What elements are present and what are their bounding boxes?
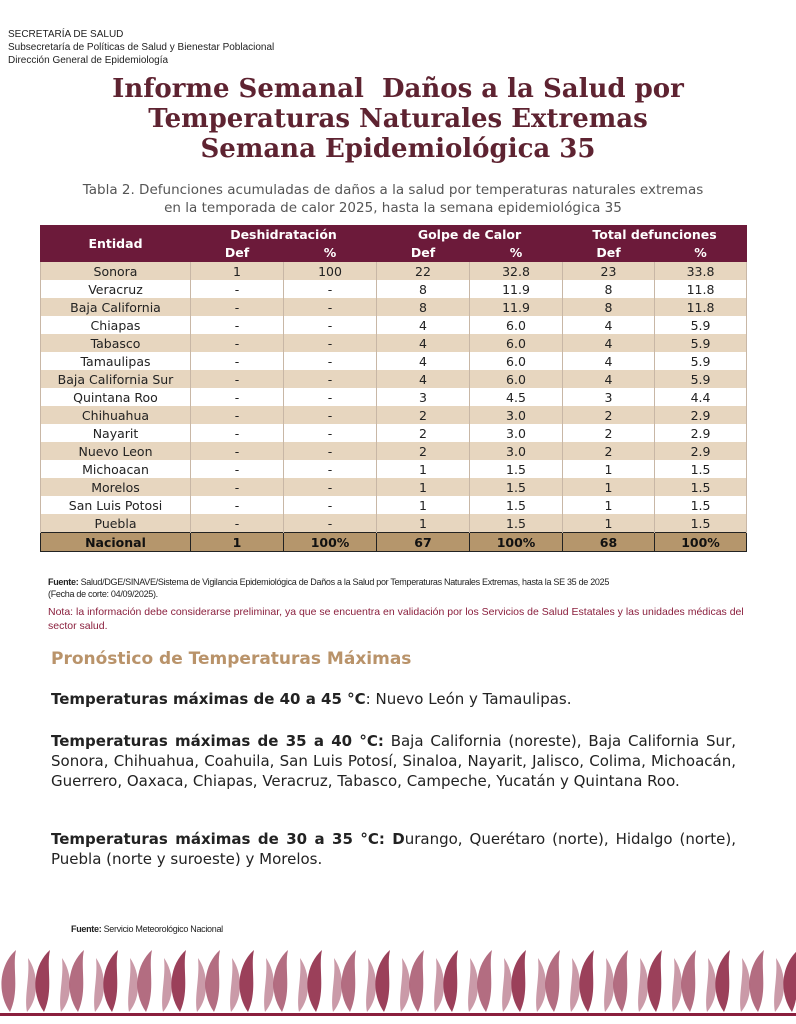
- value-cell: 1.5: [470, 478, 563, 496]
- sub-def-header: Def: [563, 244, 655, 262]
- header-line-3: Dirección General de Epidemiología: [8, 55, 169, 66]
- value-cell: -: [191, 478, 284, 496]
- caption-line-1: Tabla 2. Defunciones acumuladas de daños a la salud por temperaturas naturales extremas: [82, 182, 704, 198]
- value-cell: 6.0: [470, 370, 563, 388]
- value-cell: -: [191, 316, 284, 334]
- table-source-note: [48, 576, 748, 600]
- title-line-2: Temperaturas Naturales Extremas: [148, 104, 648, 134]
- total-value-cell: 100%: [284, 533, 377, 552]
- value-cell: 3.0: [470, 442, 563, 460]
- value-cell: 1.5: [470, 496, 563, 514]
- value-cell: 2.9: [655, 406, 747, 424]
- col-group-total: Total defunciones: [563, 226, 747, 244]
- value-cell: 4: [377, 370, 470, 388]
- forecast-35-40: [51, 731, 736, 791]
- value-cell: -: [191, 352, 284, 370]
- value-cell: -: [191, 460, 284, 478]
- header-line-1: SECRETARÍA DE SALUD: [8, 29, 124, 40]
- entity-cell: Quintana Roo: [41, 388, 191, 406]
- value-cell: 1: [377, 460, 470, 478]
- sub-pct-header: %: [284, 244, 377, 262]
- value-cell: -: [284, 352, 377, 370]
- value-cell: -: [284, 388, 377, 406]
- value-cell: 3.0: [470, 424, 563, 442]
- value-cell: 4: [377, 316, 470, 334]
- entity-cell: Morelos: [41, 478, 191, 496]
- sub-pct-header: %: [470, 244, 563, 262]
- value-cell: 1: [563, 478, 655, 496]
- value-cell: 8: [377, 298, 470, 316]
- table-row: [41, 514, 747, 533]
- value-cell: 4: [563, 352, 655, 370]
- value-cell: 11.8: [655, 280, 747, 298]
- value-cell: 8: [377, 280, 470, 298]
- forecast-30-35: [51, 829, 736, 869]
- total-value-cell: 100%: [655, 533, 747, 552]
- value-cell: -: [191, 298, 284, 316]
- table-row: [41, 316, 747, 334]
- value-cell: 100: [284, 262, 377, 281]
- deaths-table: [40, 225, 747, 552]
- value-cell: -: [191, 496, 284, 514]
- total-label-cell: Nacional: [41, 533, 191, 552]
- value-cell: -: [191, 442, 284, 460]
- value-cell: 4.4: [655, 388, 747, 406]
- value-cell: 11.8: [655, 298, 747, 316]
- entity-cell: Tamaulipas: [41, 352, 191, 370]
- value-cell: 2.9: [655, 424, 747, 442]
- header-line-2: Subsecretaría de Políticas de Salud y Bienestar Poblacional: [8, 42, 275, 53]
- forecast-40-45-states: : Nuevo León y Tamaulipas.: [365, 690, 572, 708]
- value-cell: -: [284, 280, 377, 298]
- table-row: [41, 442, 747, 460]
- entity-cell: Puebla: [41, 514, 191, 533]
- value-cell: 1: [377, 514, 470, 533]
- value-cell: 1.5: [655, 460, 747, 478]
- value-cell: 4: [563, 370, 655, 388]
- title-line-3: Semana Epidemiológica 35: [200, 134, 596, 164]
- forecast-source-text: Servicio Meteorológico Nacional: [101, 924, 223, 934]
- sub-pct-header: %: [655, 244, 747, 262]
- entity-cell: Baja California Sur: [41, 370, 191, 388]
- value-cell: 5.9: [655, 316, 747, 334]
- col-group-deshidratacion: Deshidratación: [191, 226, 377, 244]
- table-row: [41, 388, 747, 406]
- table-caption: [40, 181, 746, 217]
- value-cell: 2: [377, 424, 470, 442]
- table-row: [41, 478, 747, 496]
- value-cell: 23: [563, 262, 655, 281]
- value-cell: 8: [563, 280, 655, 298]
- value-cell: -: [284, 442, 377, 460]
- forecast-heading: Pronóstico de Temperaturas Máximas: [51, 649, 412, 669]
- forecast-40-45: [51, 689, 736, 709]
- value-cell: 4: [377, 352, 470, 370]
- total-value-cell: 1: [191, 533, 284, 552]
- source-text: Salud/DGE/SINAVE/Sistema de Vigilancia Epidemiológica de Daños a la Salud por Temperaturas Naturales Extremas, hasta la SE 35 de 2025: [78, 577, 610, 587]
- entity-cell: Chihuahua: [41, 406, 191, 424]
- value-cell: 5.9: [655, 370, 747, 388]
- value-cell: 32.8: [470, 262, 563, 281]
- value-cell: 2: [563, 424, 655, 442]
- value-cell: 2: [563, 406, 655, 424]
- forecast-30-35-label: Temperaturas máximas de 30 a 35 °C: D: [51, 830, 405, 848]
- sub-def-header: Def: [377, 244, 470, 262]
- value-cell: 1.5: [655, 514, 747, 533]
- value-cell: 8: [563, 298, 655, 316]
- forecast-35-40-label: Temperaturas máximas de 35 a 40 °C:: [51, 732, 384, 750]
- total-row: [41, 533, 747, 552]
- title-line-1: Informe Semanal Daños a la Salud por: [112, 74, 684, 104]
- entity-cell: Veracruz: [41, 280, 191, 298]
- value-cell: -: [284, 478, 377, 496]
- table-row: [41, 460, 747, 478]
- table-row: [41, 262, 747, 281]
- value-cell: 6.0: [470, 316, 563, 334]
- entity-cell: San Luis Potosi: [41, 496, 191, 514]
- value-cell: 2: [377, 442, 470, 460]
- value-cell: 5.9: [655, 334, 747, 352]
- preliminary-note: Nota: la información debe considerarse preliminar, ya que se encuentra en validación por los Servicios de Salud Estatales y las unidades médicas del sector salud.: [48, 606, 744, 632]
- value-cell: 6.0: [470, 334, 563, 352]
- table-row: [41, 370, 747, 388]
- value-cell: 4: [377, 334, 470, 352]
- value-cell: 1: [563, 460, 655, 478]
- entity-cell: Nuevo Leon: [41, 442, 191, 460]
- value-cell: -: [191, 280, 284, 298]
- total-value-cell: 67: [377, 533, 470, 552]
- entity-cell: Baja California: [41, 298, 191, 316]
- forecast-40-45-label: Temperaturas máximas de 40 a 45 °C: [51, 690, 366, 708]
- entity-cell: Chiapas: [41, 316, 191, 334]
- value-cell: 4.5: [470, 388, 563, 406]
- value-cell: 2: [377, 406, 470, 424]
- table-row: [41, 280, 747, 298]
- value-cell: 1.5: [655, 478, 747, 496]
- table-body: [41, 262, 747, 552]
- forecast-35-40-states: Baja California (noreste), Baja California Sur, Sonora, Chihuahua, Coahuila, San Luis Potosí, Sinaloa, Nayarit, Jalisco, Colima, Michoacán, Guerrero, Oaxaca, Chiapas, Veracruz, Tabasco, Campeche, Yucatán y Quintana Roo.: [51, 732, 736, 790]
- value-cell: -: [284, 514, 377, 533]
- value-cell: 3: [563, 388, 655, 406]
- table-row: [41, 352, 747, 370]
- table-row: [41, 496, 747, 514]
- forecast-source-label: Fuente:: [71, 924, 102, 934]
- value-cell: -: [284, 406, 377, 424]
- value-cell: 1: [563, 514, 655, 533]
- value-cell: 4: [563, 316, 655, 334]
- value-cell: 2.9: [655, 442, 747, 460]
- value-cell: 1: [563, 496, 655, 514]
- caption-line-2: en la temporada de calor 2025, hasta la semana epidemiológica 35: [164, 200, 622, 216]
- value-cell: -: [191, 370, 284, 388]
- value-cell: -: [284, 460, 377, 478]
- value-cell: -: [191, 388, 284, 406]
- entity-cell: Michoacan: [41, 460, 191, 478]
- value-cell: -: [284, 496, 377, 514]
- table-row: [41, 334, 747, 352]
- value-cell: 5.9: [655, 352, 747, 370]
- table-row: [41, 424, 747, 442]
- agency-header: [8, 28, 274, 67]
- value-cell: -: [191, 424, 284, 442]
- value-cell: 22: [377, 262, 470, 281]
- value-cell: 3: [377, 388, 470, 406]
- value-cell: 1: [191, 262, 284, 281]
- value-cell: 1: [377, 496, 470, 514]
- value-cell: -: [284, 298, 377, 316]
- value-cell: -: [284, 370, 377, 388]
- value-cell: -: [284, 424, 377, 442]
- entity-cell: Tabasco: [41, 334, 191, 352]
- forecast-source-note: [71, 924, 223, 934]
- value-cell: 11.9: [470, 280, 563, 298]
- value-cell: 1: [377, 478, 470, 496]
- table-row: [41, 406, 747, 424]
- col-group-golpe-calor: Golpe de Calor: [377, 226, 563, 244]
- value-cell: 3.0: [470, 406, 563, 424]
- source-cutoff-date: (Fecha de corte: 04/09/2025).: [48, 589, 158, 599]
- decorative-pattern-footer: [0, 942, 796, 1024]
- value-cell: 1.5: [655, 496, 747, 514]
- value-cell: 6.0: [470, 352, 563, 370]
- value-cell: -: [284, 334, 377, 352]
- total-value-cell: 100%: [470, 533, 563, 552]
- value-cell: 1.5: [470, 460, 563, 478]
- total-value-cell: 68: [563, 533, 655, 552]
- sub-def-header: Def: [191, 244, 284, 262]
- value-cell: 11.9: [470, 298, 563, 316]
- entity-cell: Sonora: [41, 262, 191, 281]
- value-cell: -: [191, 406, 284, 424]
- forecast-30-35-states: urango, Querétaro (norte), Hidalgo (norte), Puebla (norte y suroeste) y Morelos.: [51, 830, 736, 868]
- value-cell: -: [284, 316, 377, 334]
- table-row: [41, 298, 747, 316]
- source-label: Fuente:: [48, 577, 79, 587]
- value-cell: -: [191, 334, 284, 352]
- value-cell: 33.8: [655, 262, 747, 281]
- col-entidad-header: Entidad: [41, 226, 191, 262]
- value-cell: 1.5: [470, 514, 563, 533]
- entity-cell: Nayarit: [41, 424, 191, 442]
- value-cell: 4: [563, 334, 655, 352]
- value-cell: 2: [563, 442, 655, 460]
- report-title: [0, 74, 796, 164]
- value-cell: -: [191, 514, 284, 533]
